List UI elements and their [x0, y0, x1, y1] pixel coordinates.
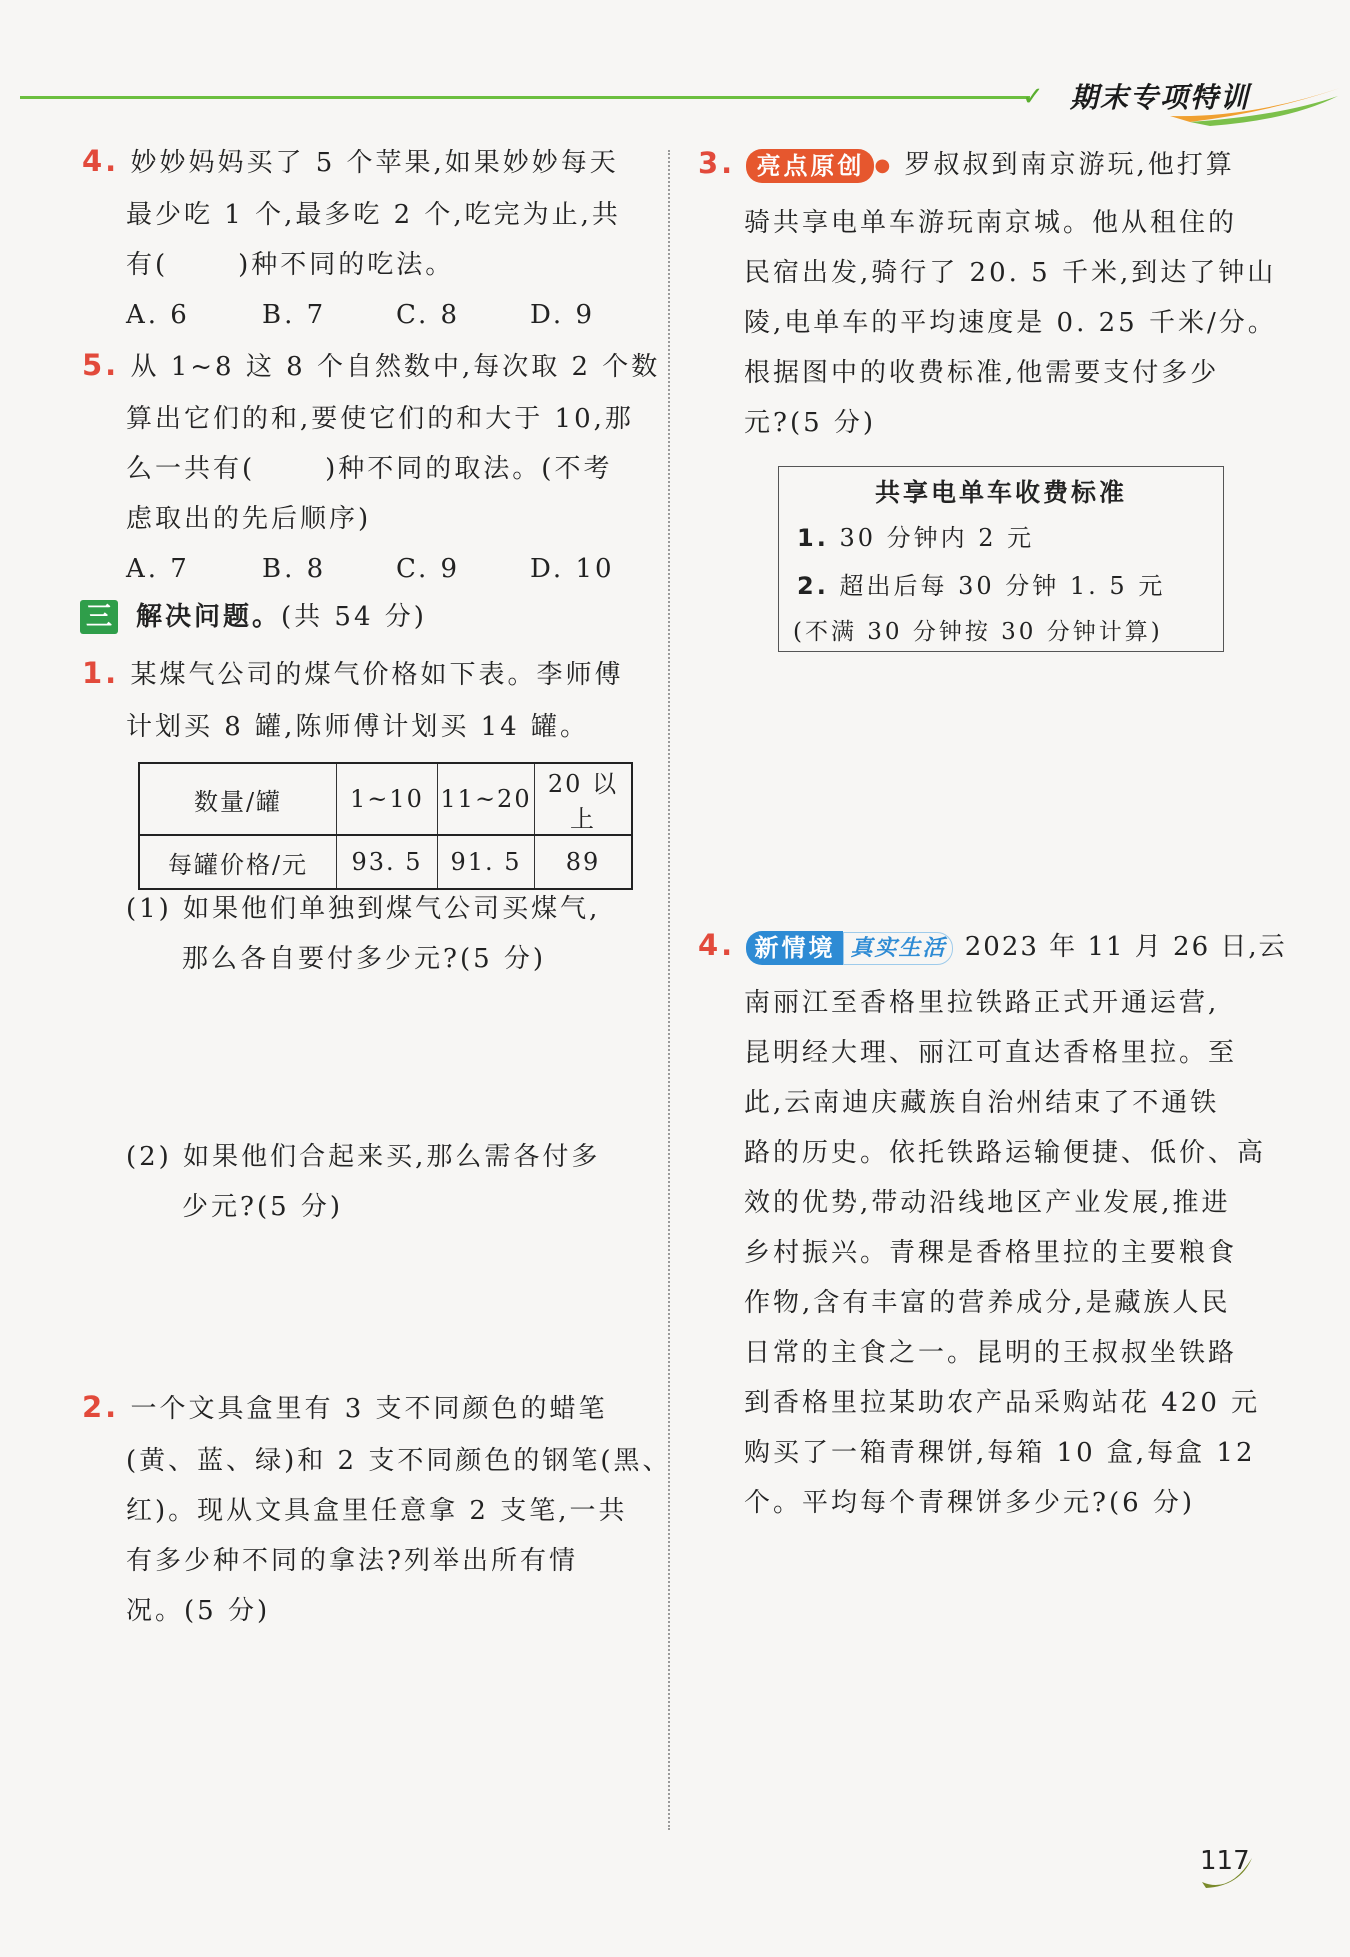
page-number: 117 — [1200, 1846, 1250, 1876]
section-title — [136, 602, 427, 632]
q5-number: 5. — [82, 348, 120, 382]
badge-dot-icon: ● — [874, 155, 894, 176]
table-row — [139, 835, 632, 889]
p2-line4: 有多少种不同的拿法?列举出所有情 — [126, 1546, 578, 1576]
p1-sub2-line2: 少元?(5 分) — [182, 1192, 344, 1222]
p3-line3: 民宿出发,骑行了 20. 5 千米,到达了钟山 — [744, 258, 1277, 288]
q5-option-a[interactable]: A. 7 — [126, 554, 190, 584]
q5-line1 — [82, 350, 660, 382]
q5-option-c[interactable]: C. 9 — [396, 554, 461, 584]
q5-line2: 算出它们的和,要使它们的和大于 10,那 — [126, 404, 634, 434]
section-three-icon: 三 — [80, 600, 118, 634]
q5-text3b: )种不同的取法。(不考 — [325, 454, 613, 484]
q4-option-d[interactable]: D. 9 — [530, 300, 595, 330]
table-cell: 91. 5 — [438, 835, 535, 889]
p4-line8: 作物,含有丰富的营养成分,是藏族人民 — [744, 1288, 1231, 1318]
fee-item-2-text: 超出后每 30 分钟 1. 5 元 — [839, 572, 1166, 600]
header-rule — [20, 96, 1030, 99]
q4-option-b[interactable]: B. 7 — [262, 300, 327, 330]
p1-line1 — [82, 658, 623, 690]
gas-price-table — [138, 762, 633, 890]
fee-item-2 — [797, 571, 1165, 601]
table-header-cell: 20 以上 — [535, 763, 633, 835]
p2-line3: 红)。现从文具盒里任意拿 2 支笔,一共 — [126, 1496, 628, 1526]
p4-number: 4. — [698, 928, 736, 962]
real-life-badge: 真实生活 — [843, 932, 953, 965]
q5-option-b[interactable]: B. 8 — [262, 554, 327, 584]
q5-option-d[interactable]: D. 10 — [530, 554, 615, 584]
p4-line1 — [698, 930, 1287, 965]
section-title-text: 解决问题。 — [136, 602, 282, 632]
p3-line6: 元?(5 分) — [744, 408, 877, 438]
table-cell: 93. 5 — [337, 835, 438, 889]
q4-text3a: 有( — [126, 250, 169, 280]
original-badge: 亮点原创 — [746, 149, 874, 183]
header-check-icon: ✓ — [1022, 82, 1044, 112]
new-context-badge: 新情境 — [746, 931, 843, 965]
p3-number: 3. — [698, 146, 736, 180]
p4-line9: 日常的主食之一。昆明的王叔叔坐铁路 — [744, 1338, 1238, 1368]
fee-note: (不满 30 分钟按 30 分钟计算) — [793, 619, 1163, 645]
p4-line4: 此,云南迪庆藏族自治州结束了不通铁 — [744, 1088, 1220, 1118]
p1-sub1-line2: 那么各自要付多少元?(5 分) — [182, 944, 547, 974]
p2-text1: 一个文具盒里有 3 支不同颜色的蜡笔 — [130, 1394, 608, 1424]
q4-line1 — [82, 146, 619, 178]
p3-line2: 骑共享电单车游玩南京城。他从租住的 — [744, 208, 1238, 238]
p1-sub2-line1: (2) 如果他们合起来买,那么需各付多 — [126, 1142, 601, 1172]
column-divider — [668, 150, 670, 1830]
p2-line2: (黄、蓝、绿)和 2 支不同颜色的钢笔(黑、 — [126, 1446, 672, 1476]
q4-text3b: )种不同的吃法。 — [238, 250, 455, 280]
p4-line12: 个。平均每个青稞饼多少元?(6 分) — [744, 1488, 1196, 1518]
p3-text1: 罗叔叔到南京游玩,他打算 — [904, 150, 1235, 180]
table-cell: 每罐价格/元 — [139, 835, 337, 889]
q4-number: 4. — [82, 144, 120, 178]
q4-option-c[interactable]: C. 8 — [396, 300, 461, 330]
table-cell: 89 — [535, 835, 633, 889]
page-number-arc-icon — [1196, 1852, 1256, 1892]
p2-number: 2. — [82, 1390, 120, 1424]
q4-line3 — [126, 250, 454, 280]
p4-line5: 路的历史。依托铁路运输便捷、低价、高 — [744, 1138, 1267, 1168]
p1-sub1-line1: (1) 如果他们单独到煤气公司买煤气, — [126, 894, 601, 924]
q5-line3 — [126, 454, 612, 484]
p3-line4: 陵,电单车的平均速度是 0. 25 千米/分。 — [744, 308, 1277, 338]
p3-line5: 根据图中的收费标准,他需要支付多少 — [744, 358, 1220, 388]
p4-line2: 南丽江至香格里拉铁路正式开通运营, — [744, 988, 1220, 1018]
fee-item-1-text: 30 分钟内 2 元 — [839, 524, 1035, 552]
p4-line11: 购买了一箱青稞饼,每箱 10 盒,每盒 12 — [744, 1438, 1256, 1468]
p4-line10: 到香格里拉某助农产品采购站花 420 元 — [744, 1388, 1261, 1418]
table-row — [139, 763, 632, 835]
fee-item-1 — [797, 523, 1034, 553]
q4-option-a[interactable]: A. 6 — [126, 300, 190, 330]
p4-line6: 效的优势,带动沿线地区产业发展,推进 — [744, 1188, 1231, 1218]
section-score: (共 54 分) — [281, 602, 427, 632]
fee-item-1-num: 1. — [797, 524, 829, 552]
p3-line1 — [698, 148, 1235, 183]
table-header-cell: 1~10 — [337, 763, 438, 835]
header-swoosh-icon — [1170, 86, 1340, 126]
q5-text1: 从 1~8 这 8 个自然数中,每次取 2 个数 — [130, 352, 661, 382]
table-header-cell: 数量/罐 — [139, 763, 337, 835]
p1-text1: 某煤气公司的煤气价格如下表。李师傅 — [130, 660, 624, 690]
p1-number: 1. — [82, 656, 120, 690]
p2-line1 — [82, 1392, 608, 1424]
q5-line4: 虑取出的先后顺序) — [126, 504, 372, 534]
p4-line7: 乡村振兴。青稞是香格里拉的主要粮食 — [744, 1238, 1238, 1268]
p4-text1: 2023 年 11 月 26 日,云 — [964, 932, 1287, 962]
fee-item-2-num: 2. — [797, 572, 829, 600]
fee-box-title: 共享电单车收费标准 — [874, 478, 1127, 507]
q4-text1: 妙妙妈妈买了 5 个苹果,如果妙妙每天 — [130, 148, 619, 178]
p1-line2: 计划买 8 罐,陈师傅计划买 14 罐。 — [126, 712, 589, 742]
fee-standard-box — [778, 466, 1224, 652]
header-title: 期末专项特训 — [1070, 81, 1251, 114]
table-header-cell: 11~20 — [438, 763, 535, 835]
q4-line2: 最少吃 1 个,最多吃 2 个,吃完为止,共 — [126, 200, 621, 230]
p2-line5: 况。(5 分) — [126, 1596, 271, 1626]
p4-line3: 昆明经大理、丽江可直达香格里拉。至 — [744, 1038, 1238, 1068]
q5-text3a: 么一共有( — [126, 454, 256, 484]
